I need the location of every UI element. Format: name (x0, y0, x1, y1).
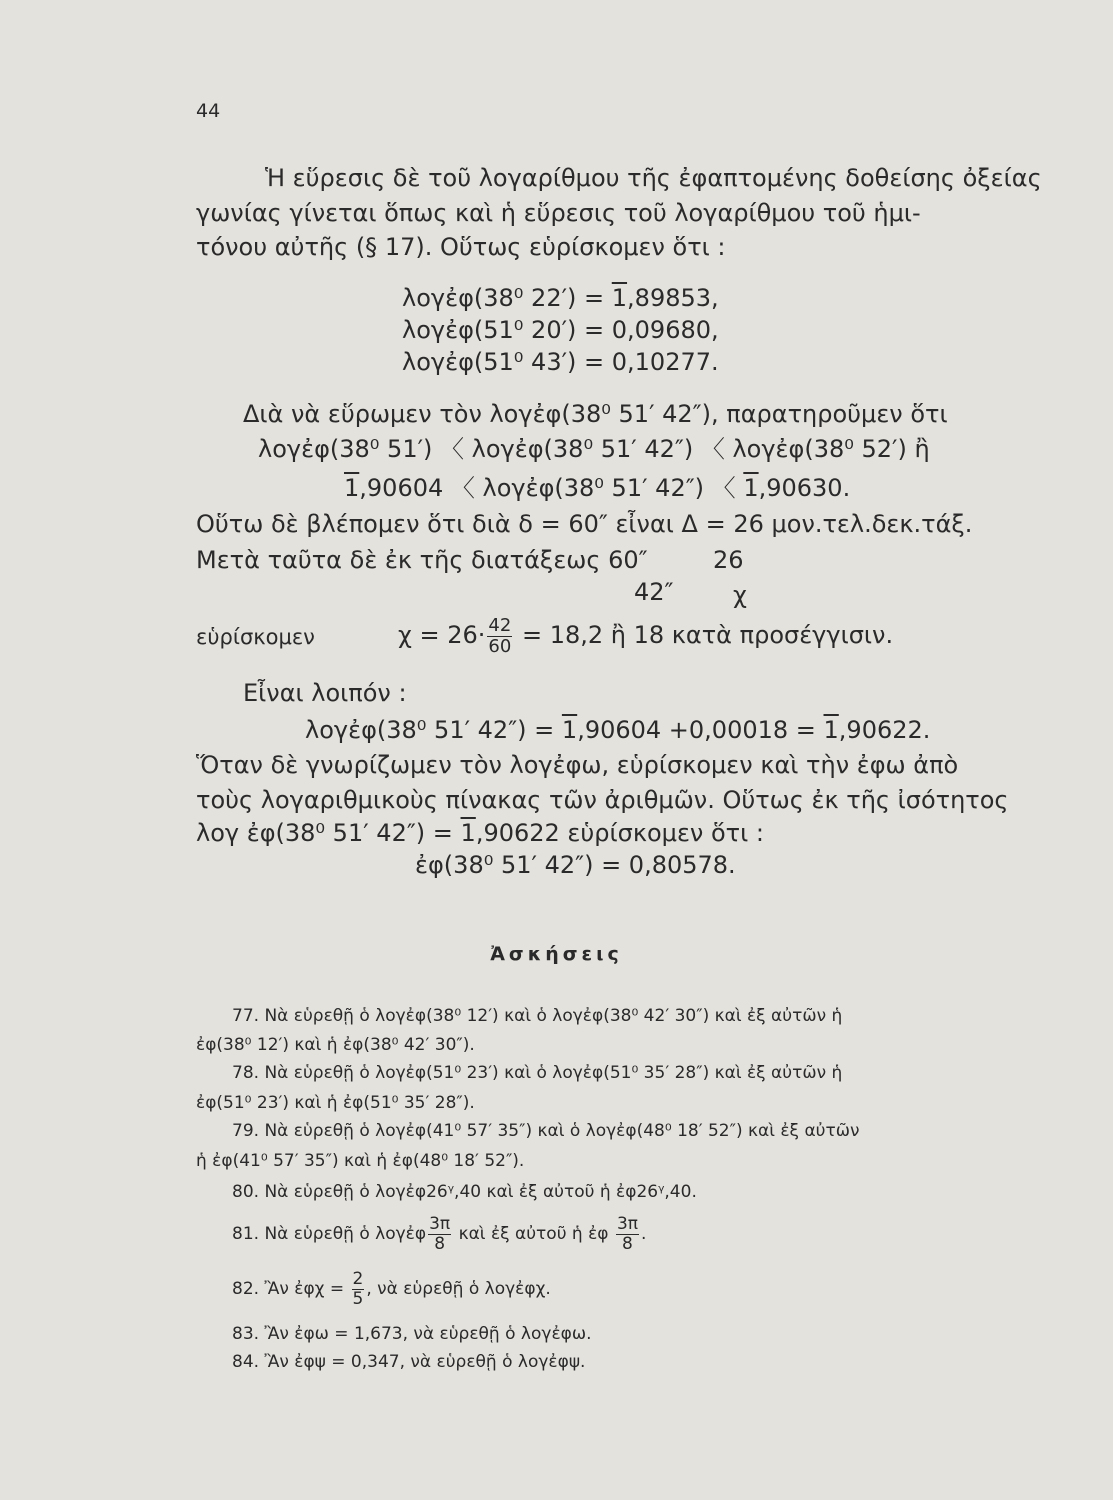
exercise-81-numerator-1: 3π (429, 1213, 451, 1234)
exercise-82-numerator: 2 (352, 1268, 364, 1289)
inverse-line-4: ἐφ(38⁰ 51′ 42″) = 0,80578. (415, 851, 736, 879)
exercise-80: 80. Νὰ εὑρεθῇ ὁ λογἐφ26ᵞ,40 καὶ ἐξ αὐτοῦ ἡ ἐφ26ᵞ,40. (232, 1182, 697, 1202)
exercise-82-denominator: 5 (352, 1288, 364, 1309)
intro-line-2: γωνίας γίνεται ὅπως καὶ ἡ εὕρεσις τοῦ λογαρίθμου τοῦ ἡμι- (196, 199, 921, 227)
find-line-3-end: ,90630. (758, 474, 851, 502)
exercise-82-end: , νὰ εὑρεθῇ ὁ λογἐφχ. (366, 1279, 551, 1299)
equation-1-lhs: λογἐφ(38⁰ 22′) = (402, 284, 612, 312)
equation-2 (402, 315, 719, 345)
find-bar-digit-2: 1 (743, 474, 759, 502)
inverse-line-3 (196, 818, 764, 848)
delta-line: Οὕτω δὲ βλέπομεν ὅτι διὰ δ = 60″ εἶναι Δ = 26 μον.τελ.δεκ.τάξ. (196, 510, 973, 538)
find-line-2: λογἐφ(38⁰ 51′) 〈 λογἐφ(38⁰ 51′ 42″) 〈 λογἐφ(38⁰ 52′) ἢ (258, 435, 930, 463)
exercise-78-line-2: ἐφ(51⁰ 23′) καὶ ἡ ἐφ(51⁰ 35′ 28″). (196, 1093, 475, 1113)
exercise-83: 83. Ἂν ἐφω = 1,673, νὰ εὑρεθῇ ὁ λογἐφω. (232, 1324, 592, 1344)
result-fraction (487, 614, 512, 657)
equation-1-bar-digit: 1 (611, 284, 628, 312)
exercise-81-pre: 81. Νὰ εὑρεθῇ ὁ λογἐφ (232, 1224, 427, 1244)
exercise-81-fraction-2 (616, 1213, 639, 1254)
result-denominator: 60 (488, 635, 512, 657)
result-post: = 18,2 ἢ 18 κατὰ προσέγγισιν. (521, 621, 894, 649)
exercise-77-line-1: 77. Νὰ εὑρεθῇ ὁ λογἐφ(38⁰ 12′) καὶ ὁ λογἐφ(38⁰ 42′ 30″) καὶ ἐξ αὐτῶν ἡ (232, 1006, 843, 1026)
exercise-81 (232, 1214, 646, 1254)
table-value-x: χ (733, 581, 747, 609)
conclusion-end: ,90622. (838, 716, 931, 744)
inverse-bar-digit: 1 (460, 819, 476, 847)
exercise-79-line-2: ἡ ἐφ(41⁰ 57′ 35″) καὶ ἡ ἐφ(48⁰ 18′ 52″). (196, 1151, 525, 1171)
conclusion-pre: λογἐφ(38⁰ 51′ 42″) = (305, 716, 562, 744)
exercise-81-end: . (641, 1224, 647, 1244)
exercise-84: 84. Ἂν ἐφψ = 0,347, νὰ εὑρεθῇ ὁ λογἐφψ. (232, 1352, 586, 1372)
conclusion-bar-digit-1: 1 (561, 716, 578, 744)
equation-3 (402, 347, 719, 377)
find-line-1: Διὰ νὰ εὕρωμεν τὸν λογἐφ(38⁰ 51′ 42″), παρατηροῦμεν ὅτι (243, 400, 948, 428)
exercise-77-line-2: ἐφ(38⁰ 12′) καὶ ἡ ἐφ(38⁰ 42′ 30″). (196, 1035, 475, 1055)
exercise-79-line-1: 79. Νὰ εὑρεθῇ ὁ λογἐφ(41⁰ 57′ 35″) καὶ ὁ λογἐφ(48⁰ 18′ 52″) καὶ ἐξ αὐτῶν (232, 1121, 860, 1141)
exercise-82-fraction (352, 1268, 365, 1309)
find-line-3-mid: ,90604 〈 λογἐφ(38⁰ 51′ 42″) 〈 (359, 474, 744, 502)
table-value-26: 26 (713, 546, 744, 574)
result-numerator: 42 (488, 614, 512, 636)
exercises-heading: Ἀσκήσεις (490, 943, 623, 965)
result-label: εὑρίσκομεν (196, 625, 315, 649)
find-bar-digit-1: 1 (344, 474, 360, 502)
exercise-81-fraction-1 (428, 1213, 451, 1254)
conclusion-bar-digit-2: 1 (823, 716, 839, 744)
exercise-82-pre: 82. Ἂν ἐφχ = (232, 1279, 350, 1299)
equation-1 (402, 283, 719, 313)
exercise-81-denominator-2: 8 (622, 1233, 633, 1254)
result-equation (398, 610, 893, 660)
exercise-82 (232, 1269, 551, 1309)
table-value-42: 42″ (634, 578, 674, 606)
result-pre: χ = 26· (398, 621, 486, 649)
exercise-81-mid: καὶ ἐξ αὐτοῦ ἡ ἐφ (458, 1224, 609, 1244)
conclusion-label: Εἶναι λοιπόν : (243, 679, 407, 707)
equation-2-lhs: λογἐφ(51⁰ 20′) = 0,09680, (402, 316, 719, 344)
intro-line-3: τόνου αὐτῆς (§ 17). Οὕτως εὑρίσκομεν ὅτι : (196, 233, 726, 261)
inverse-line-2: τοὺς λογαριθμικοὺς πίνακας τῶν ἀριθμῶν. Οὕτως ἐκ τῆς ἰσότητος (196, 786, 1009, 814)
exercise-78-line-1: 78. Νὰ εὑρεθῇ ὁ λογἐφ(51⁰ 23′) καὶ ὁ λογἐφ(51⁰ 35′ 28″) καὶ ἐξ αὐτῶν ἡ (232, 1063, 843, 1083)
equation-3-lhs: λογἐφ(51⁰ 43′) = 0,10277. (402, 348, 719, 376)
equation-1-rest: ,89853, (627, 284, 719, 312)
exercise-81-numerator-2: 3π (616, 1213, 638, 1234)
inverse-line-3-end: ,90622 εὑρίσκομεν ὅτι : (475, 819, 764, 847)
intro-line-1: Ἡ εὕρεσις δὲ τοῦ λογαρίθμου τῆς ἐφαπτομένης δοθείσης ὀξείας (265, 164, 1042, 192)
inverse-line-1: Ὅταν δὲ γνωρίζωμεν τὸν λογἐφω, εὑρίσκομεν καὶ τὴν ἐφω ἀπὸ (196, 751, 959, 779)
page-number: 44 (196, 100, 221, 122)
exercise-81-denominator-1: 8 (434, 1233, 446, 1254)
inverse-line-3-pre: λογ ἐφ(38⁰ 51′ 42″) = (196, 819, 461, 847)
conclusion-equation (305, 715, 930, 745)
table-intro: Μετὰ ταῦτα δὲ ἐκ τῆς διατάξεως 60″ (196, 546, 648, 574)
find-line-3 (344, 473, 850, 503)
conclusion-mid: ,90604 +0,00018 = (577, 716, 824, 744)
